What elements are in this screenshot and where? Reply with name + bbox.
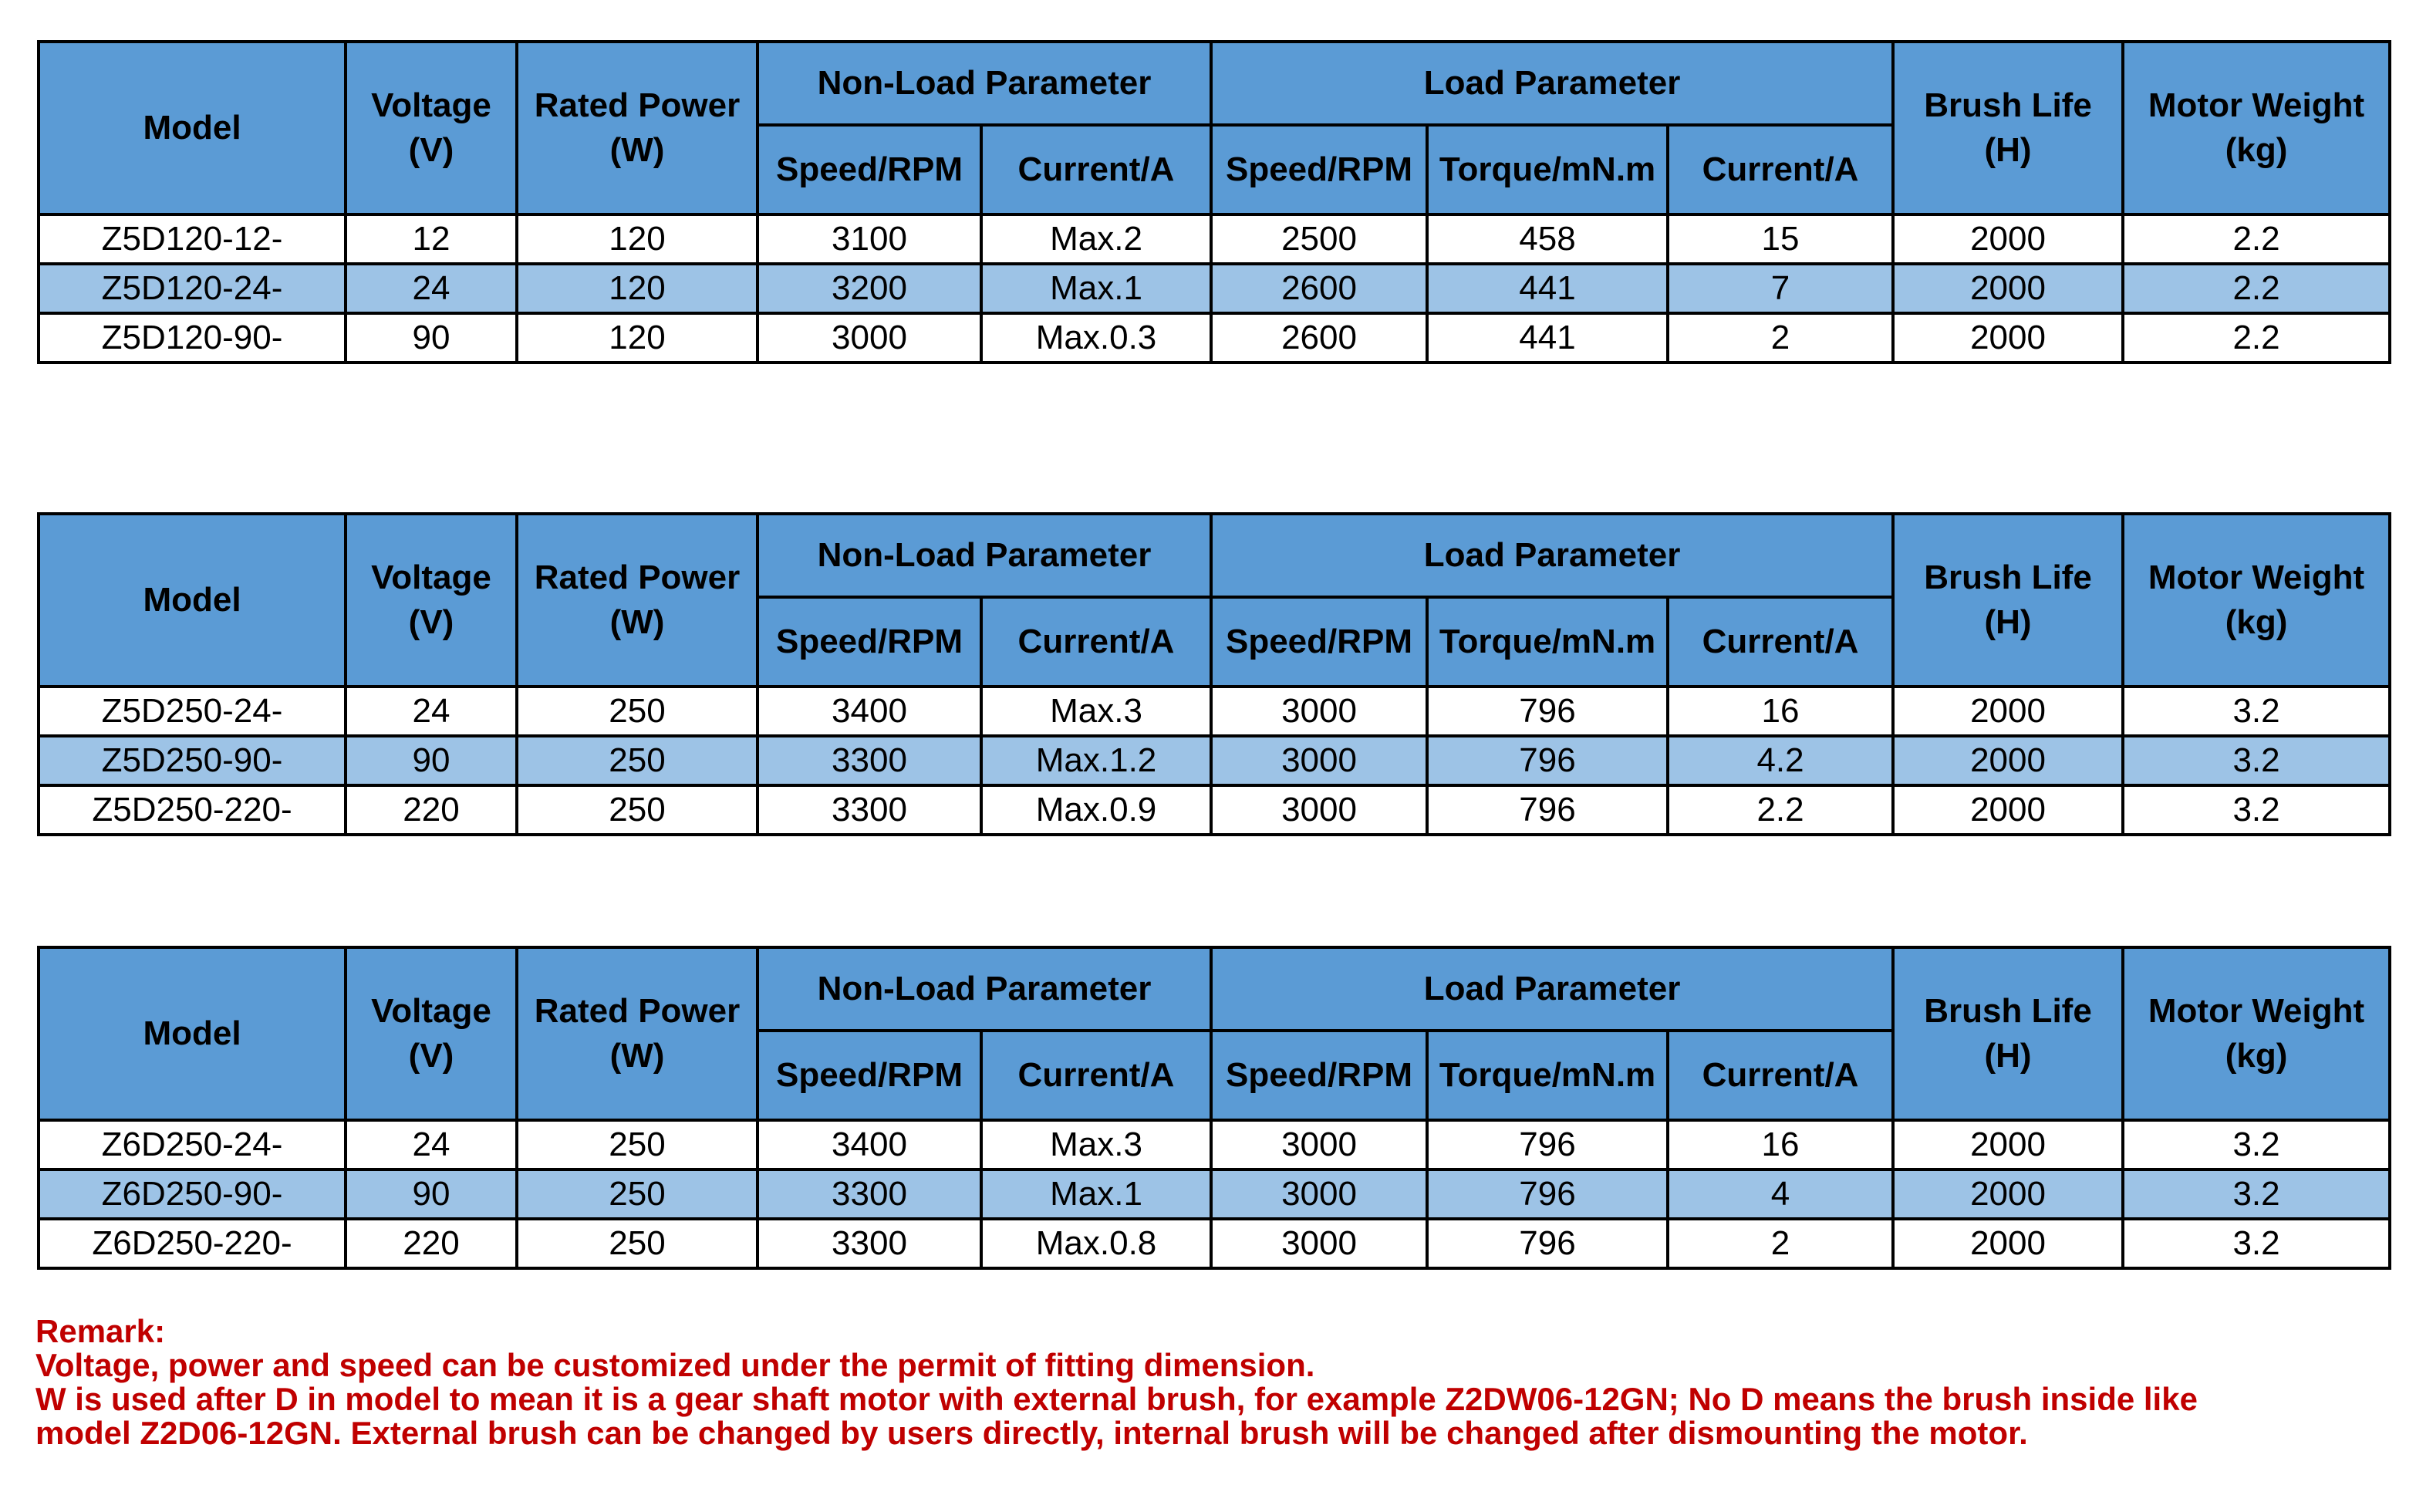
cell-model: Z5D250-90- [39, 736, 346, 785]
cell-nonload-speed: 3300 [758, 785, 981, 835]
cell-nonload-current: Max.3 [981, 1120, 1211, 1169]
header-load-parameter: Load Parameter [1211, 514, 1893, 597]
cell-voltage: 220 [346, 1219, 517, 1268]
cell-nonload-current: Max.0.9 [981, 785, 1211, 835]
cell-motor-weight: 3.2 [2123, 1219, 2390, 1268]
cell-load-torque: 796 [1427, 785, 1668, 835]
cell-load-torque: 796 [1427, 1219, 1668, 1268]
cell-load-current: 16 [1668, 687, 1893, 736]
cell-voltage: 24 [346, 1120, 517, 1169]
table-row [39, 736, 2390, 785]
header-load-torque: Torque/mN.m [1427, 597, 1668, 687]
cell-load-torque: 796 [1427, 687, 1668, 736]
cell-brush-life: 2000 [1893, 1169, 2123, 1219]
header-model: Model [39, 42, 346, 214]
cell-motor-weight: 3.2 [2123, 1120, 2390, 1169]
header-motor-weight: Motor Weight (kg) [2123, 42, 2390, 214]
spec-table-3 [37, 946, 2391, 1270]
header-load-current: Current/A [1668, 125, 1893, 214]
cell-nonload-speed: 3300 [758, 1169, 981, 1219]
cell-load-speed: 3000 [1211, 785, 1427, 835]
cell-motor-weight: 2.2 [2123, 313, 2390, 363]
cell-load-current: 7 [1668, 264, 1893, 313]
cell-voltage: 24 [346, 264, 517, 313]
cell-rated-power: 250 [517, 736, 758, 785]
header-motor-weight: Motor Weight (kg) [2123, 947, 2390, 1120]
cell-load-speed: 3000 [1211, 1169, 1427, 1219]
table-row [39, 687, 2390, 736]
table-row [39, 785, 2390, 835]
cell-load-current: 4.2 [1668, 736, 1893, 785]
cell-nonload-speed: 3200 [758, 264, 981, 313]
cell-voltage: 90 [346, 736, 517, 785]
table-row [39, 214, 2390, 264]
cell-model: Z5D120-12- [39, 214, 346, 264]
cell-model: Z5D120-90- [39, 313, 346, 363]
header-load-current: Current/A [1668, 1031, 1893, 1120]
cell-nonload-current: Max.0.3 [981, 313, 1211, 363]
cell-nonload-speed: 3100 [758, 214, 981, 264]
cell-rated-power: 250 [517, 1169, 758, 1219]
cell-nonload-current: Max.1.2 [981, 736, 1211, 785]
table-row [39, 1219, 2390, 1268]
cell-motor-weight: 3.2 [2123, 785, 2390, 835]
header-nonload-speed: Speed/RPM [758, 597, 981, 687]
header-non-load-parameter: Non-Load Parameter [758, 42, 1211, 125]
cell-load-current: 2.2 [1668, 785, 1893, 835]
cell-load-speed: 3000 [1211, 1219, 1427, 1268]
header-voltage: Voltage (V) [346, 514, 517, 687]
cell-motor-weight: 3.2 [2123, 736, 2390, 785]
cell-nonload-speed: 3400 [758, 687, 981, 736]
cell-voltage: 220 [346, 785, 517, 835]
cell-model: Z6D250-90- [39, 1169, 346, 1219]
table-row [39, 264, 2390, 313]
cell-model: Z5D250-220- [39, 785, 346, 835]
cell-model: Z5D250-24- [39, 687, 346, 736]
cell-nonload-speed: 3000 [758, 313, 981, 363]
header-model: Model [39, 947, 346, 1120]
cell-voltage: 12 [346, 214, 517, 264]
cell-model: Z6D250-220- [39, 1219, 346, 1268]
header-load-speed: Speed/RPM [1211, 597, 1427, 687]
header-nonload-current: Current/A [981, 1031, 1211, 1120]
header-non-load-parameter: Non-Load Parameter [758, 514, 1211, 597]
cell-rated-power: 250 [517, 1219, 758, 1268]
cell-load-torque: 796 [1427, 736, 1668, 785]
header-brush-life: Brush Life (H) [1893, 947, 2123, 1120]
header-nonload-speed: Speed/RPM [758, 125, 981, 214]
cell-model: Z6D250-24- [39, 1120, 346, 1169]
cell-nonload-current: Max.1 [981, 1169, 1211, 1219]
cell-brush-life: 2000 [1893, 736, 2123, 785]
cell-load-speed: 3000 [1211, 687, 1427, 736]
cell-nonload-current: Max.1 [981, 264, 1211, 313]
cell-motor-weight: 2.2 [2123, 264, 2390, 313]
cell-load-torque: 458 [1427, 214, 1668, 264]
header-model: Model [39, 514, 346, 687]
cell-rated-power: 120 [517, 313, 758, 363]
spec-table-2 [37, 512, 2391, 836]
header-voltage: Voltage (V) [346, 42, 517, 214]
cell-brush-life: 2000 [1893, 687, 2123, 736]
cell-load-speed: 3000 [1211, 1120, 1427, 1169]
cell-load-torque: 796 [1427, 1169, 1668, 1219]
cell-load-speed: 2600 [1211, 313, 1427, 363]
cell-rated-power: 120 [517, 264, 758, 313]
cell-rated-power: 250 [517, 785, 758, 835]
cell-motor-weight: 2.2 [2123, 214, 2390, 264]
cell-load-torque: 441 [1427, 264, 1668, 313]
cell-brush-life: 2000 [1893, 785, 2123, 835]
remark-line: model Z2D06-12GN. External brush can be changed by users directly, internal brush will be changed after dismounting the motor. [35, 1415, 2028, 1451]
header-load-parameter: Load Parameter [1211, 42, 1893, 125]
cell-load-current: 2 [1668, 1219, 1893, 1268]
cell-load-current: 15 [1668, 214, 1893, 264]
remarks-block [35, 1315, 2388, 1450]
header-nonload-speed: Speed/RPM [758, 1031, 981, 1120]
cell-nonload-speed: 3300 [758, 1219, 981, 1268]
remark-line: W is used after D in model to mean it is a gear shaft motor with external brush, for example Z2DW06-12GN; No D means the brush inside like [35, 1381, 2198, 1417]
header-load-current: Current/A [1668, 597, 1893, 687]
header-rated-power: Rated Power (W) [517, 42, 758, 214]
header-load-speed: Speed/RPM [1211, 1031, 1427, 1120]
cell-rated-power: 120 [517, 214, 758, 264]
cell-nonload-speed: 3400 [758, 1120, 981, 1169]
cell-brush-life: 2000 [1893, 264, 2123, 313]
header-brush-life: Brush Life (H) [1893, 42, 2123, 214]
cell-rated-power: 250 [517, 1120, 758, 1169]
cell-motor-weight: 3.2 [2123, 687, 2390, 736]
cell-motor-weight: 3.2 [2123, 1169, 2390, 1219]
cell-brush-life: 2000 [1893, 1120, 2123, 1169]
header-nonload-current: Current/A [981, 597, 1211, 687]
header-motor-weight: Motor Weight (kg) [2123, 514, 2390, 687]
cell-load-speed: 2500 [1211, 214, 1427, 264]
cell-voltage: 90 [346, 313, 517, 363]
table-row [39, 1169, 2390, 1219]
cell-load-current: 4 [1668, 1169, 1893, 1219]
cell-brush-life: 2000 [1893, 313, 2123, 363]
cell-rated-power: 250 [517, 687, 758, 736]
table-row [39, 1120, 2390, 1169]
cell-load-speed: 2600 [1211, 264, 1427, 313]
cell-nonload-current: Max.0.8 [981, 1219, 1211, 1268]
header-load-parameter: Load Parameter [1211, 947, 1893, 1031]
header-rated-power: Rated Power (W) [517, 947, 758, 1120]
cell-load-torque: 441 [1427, 313, 1668, 363]
remark-line: Voltage, power and speed can be customized under the permit of fitting dimension. [35, 1347, 1315, 1383]
cell-load-torque: 796 [1427, 1120, 1668, 1169]
header-brush-life: Brush Life (H) [1893, 514, 2123, 687]
remark-title: Remark: [35, 1313, 166, 1349]
header-load-speed: Speed/RPM [1211, 125, 1427, 214]
header-load-torque: Torque/mN.m [1427, 1031, 1668, 1120]
header-voltage: Voltage (V) [346, 947, 517, 1120]
header-load-torque: Torque/mN.m [1427, 125, 1668, 214]
spec-table-1 [37, 40, 2391, 364]
cell-load-current: 2 [1668, 313, 1893, 363]
cell-nonload-current: Max.2 [981, 214, 1211, 264]
header-rated-power: Rated Power (W) [517, 514, 758, 687]
header-nonload-current: Current/A [981, 125, 1211, 214]
cell-brush-life: 2000 [1893, 214, 2123, 264]
cell-nonload-speed: 3300 [758, 736, 981, 785]
cell-load-speed: 3000 [1211, 736, 1427, 785]
cell-nonload-current: Max.3 [981, 687, 1211, 736]
cell-voltage: 24 [346, 687, 517, 736]
cell-model: Z5D120-24- [39, 264, 346, 313]
cell-brush-life: 2000 [1893, 1219, 2123, 1268]
cell-voltage: 90 [346, 1169, 517, 1219]
cell-load-current: 16 [1668, 1120, 1893, 1169]
table-row [39, 313, 2390, 363]
header-non-load-parameter: Non-Load Parameter [758, 947, 1211, 1031]
